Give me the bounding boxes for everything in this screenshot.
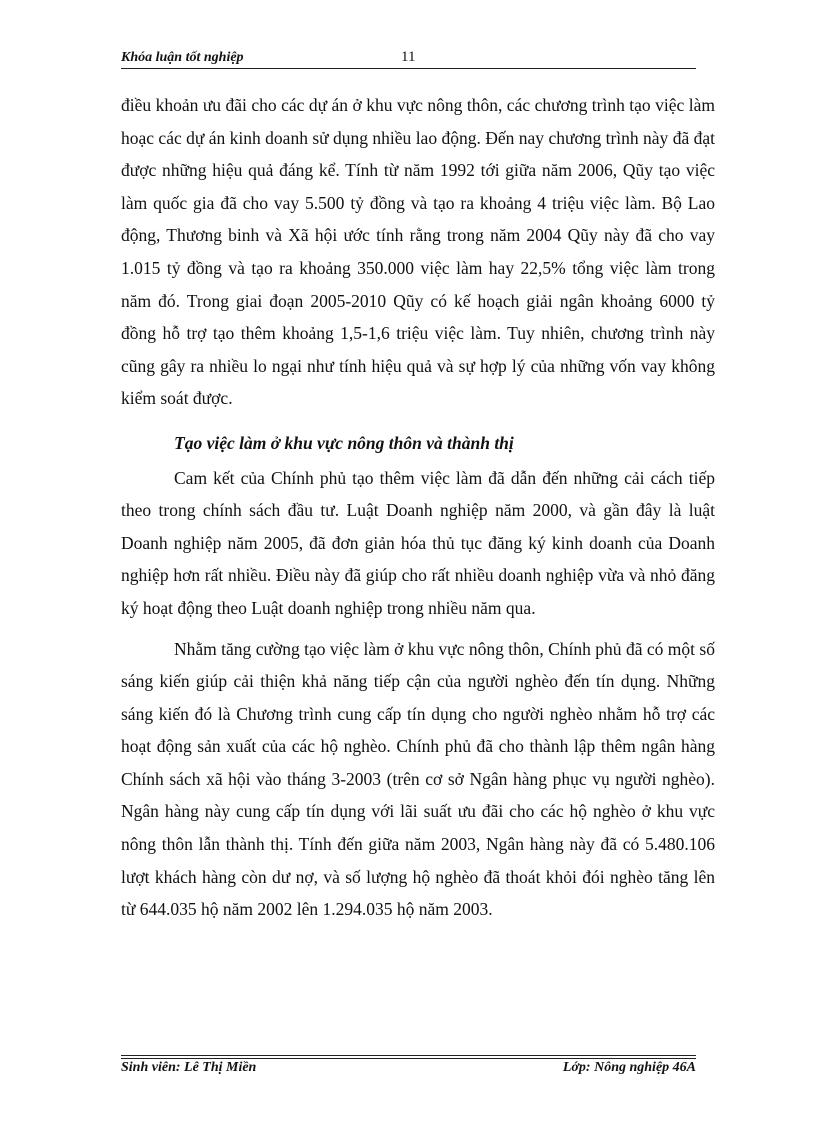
paragraph: Nhằm tăng cường tạo việc làm ở khu vực nông thôn, Chính phủ đã có một số sáng kiến giúp cải thiện khả năng tiếp cận của người nghèo đến tín dụng. Những sáng kiến đó là Chương trình cung cấp tín dụng cho người nghèo nhằm hỗ trợ các hoạt động sản xuất của các hộ nghèo. Chính phủ đã cho thành lập thêm ngân hàng Chính sách xã hội vào tháng 3-2003 (trên cơ sở Ngân hàng phục vụ người nghèo). Ngân hàng này cung cấp tín dụng với lãi suất ưu đãi cho các hộ nghèo ở khu vực nông thôn lẫn thành thị. Tính đến giữa năm 2003, Ngân hàng này đã có 5.480.106 lượt khách hàng còn dư nợ, và số lượng hộ nghèo đã thoát khỏi đói nghèo tăng lên từ 644.035 hộ năm 2002 lên 1.294.035 hộ năm 2003. (121, 638, 715, 920)
paragraph: Cam kết của Chính phủ tạo thêm việc làm đã dẫn đến những cải cách tiếp theo trong chính sách đầu tư. Luật Doanh nghiệp năm 2000, và gần đây là luật Doanh nghiệp năm 2005, đã đơn giản hóa thủ tục đăng ký kinh doanh của Doanh nghiệp hơn rất nhiều. Điều này đã giúp cho rất nhiều doanh nghiệp vừa và nhỏ đăng ký hoạt động theo Luật doanh nghiệp trong nhiều năm qua. (121, 467, 715, 618)
footer-rule-thin (121, 1058, 696, 1059)
page-number: 11 (401, 49, 416, 65)
footer-class: Lớp: Nông nghiệp 46A (562, 1060, 696, 1075)
document-body (121, 89, 715, 926)
page-header (121, 49, 696, 69)
footer-student: Sinh viên: Lê Thị Miền (121, 1060, 257, 1075)
paragraph: điều khoản ưu đãi cho các dự án ở khu vực nông thôn, các chương trình tạo việc làm hoạc các dự án kinh doanh sử dụng nhiều lao động. Đến nay chương trình này đã đạt được những hiệu quả đáng kể. Tính từ năm 1992 tới giữa năm 2006, Qũy tạo việc làm quốc gia đã cho vay 5.500 tỷ đồng và tạo ra khoảng 4 triệu việc làm. Bộ Lao động, Thương binh và Xã hội ước tính rằng trong năm 2004 Qũy này đã cho vay 1.015 tỷ đồng và tạo ra khoảng 350.000 việc làm hay 22,5% tổng việc làm trong năm đó. Trong giai đoạn 2005-2010 Qũy có kế hoạch giải ngân khoảng 6000 tỷ đồng hỗ trợ tạo thêm khoảng 1,5-1,6 triệu việc làm. Tuy nhiên, chương trình này cũng gây ra nhiều lo ngại như tính hiệu quả và sự hợp lý của những vốn vay không kiểm soát được. (121, 95, 715, 409)
header-rule (121, 68, 696, 69)
header-title: Khóa luận tốt nghiệp (121, 50, 244, 65)
section-subheading: Tạo việc làm ở khu vực nông thôn và thành thị (174, 432, 514, 453)
page-footer (121, 1060, 696, 1080)
footer-rule (121, 1055, 696, 1056)
